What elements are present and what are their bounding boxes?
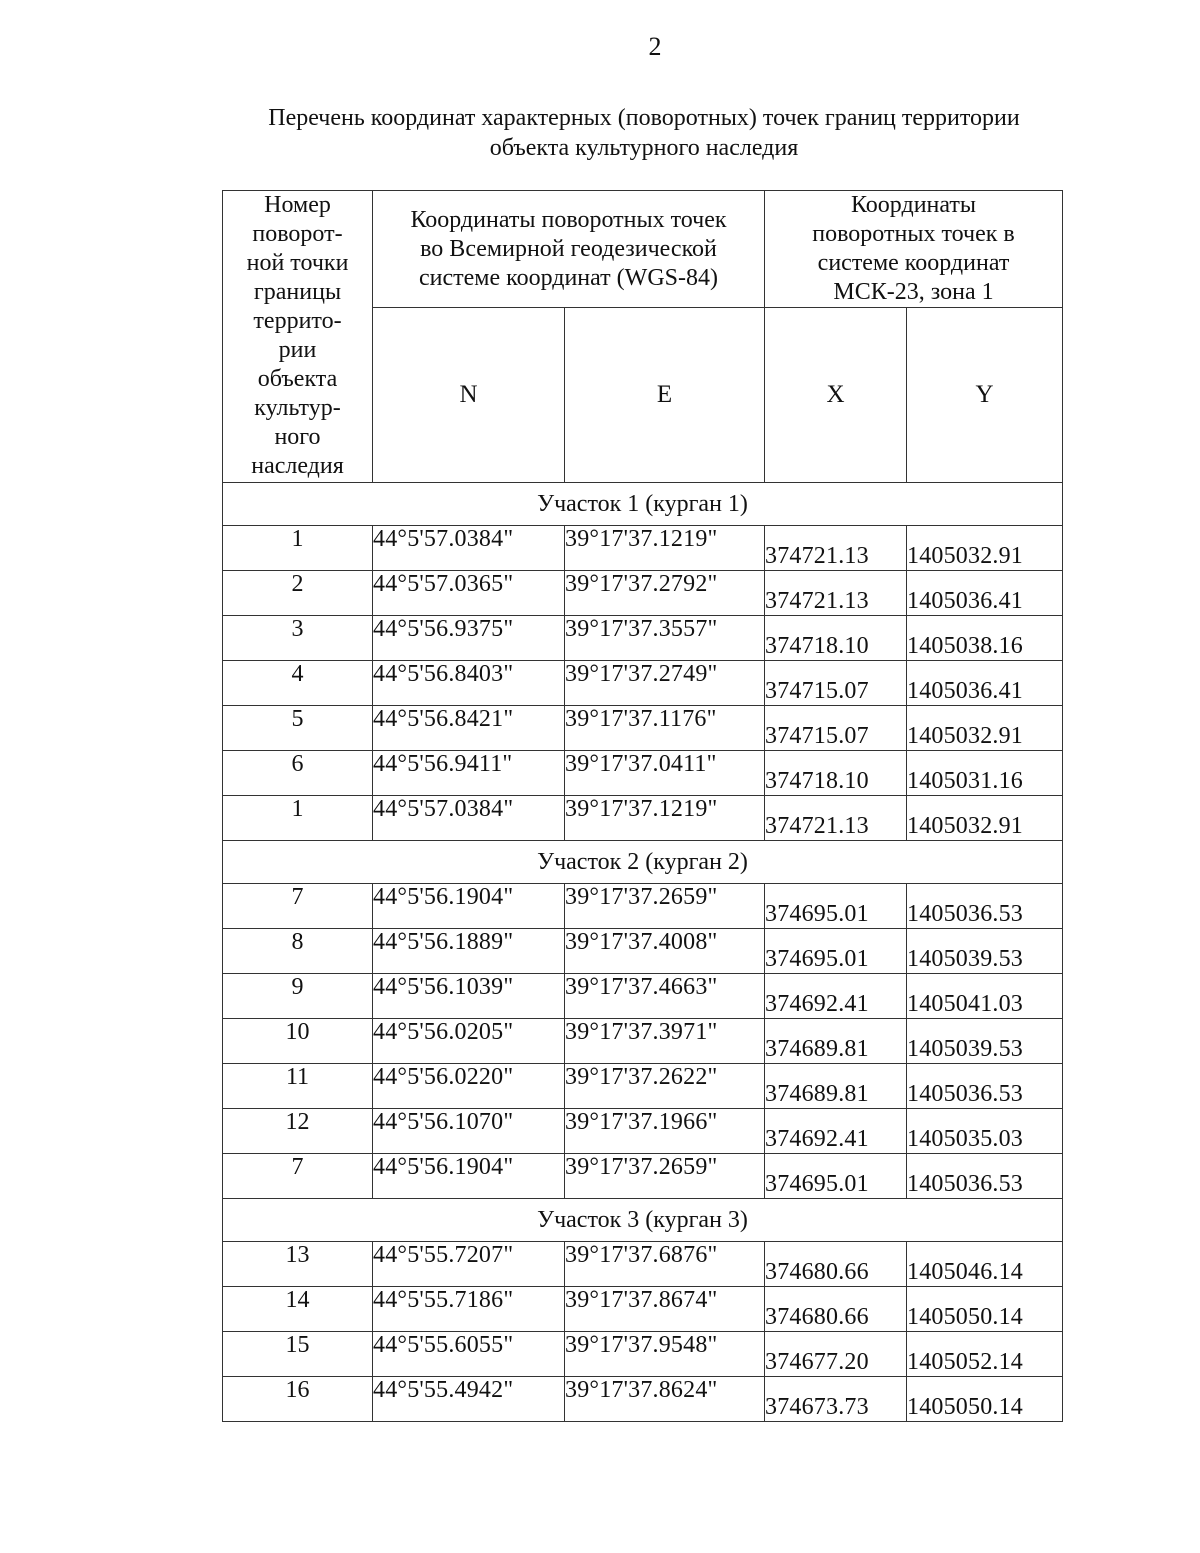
header-point-number-line: поворот-	[252, 221, 343, 247]
table-row	[223, 1242, 1063, 1287]
table-row	[223, 751, 1063, 796]
cell-latitude-n: 44°5'56.8403"	[373, 661, 565, 706]
cell-msk-x: 374715.07	[765, 661, 907, 706]
cell-msk-y: 1405031.16	[907, 751, 1063, 796]
cell-msk-y: 1405039.53	[907, 1019, 1063, 1064]
cell-point-number: 12	[223, 1109, 373, 1154]
table-row	[223, 571, 1063, 616]
cell-latitude-n: 44°5'56.8421"	[373, 706, 565, 751]
cell-point-number: 1	[223, 796, 373, 841]
cell-point-number: 14	[223, 1287, 373, 1332]
cell-point-number: 16	[223, 1377, 373, 1422]
cell-longitude-e: 39°17'37.1176"	[565, 706, 765, 751]
cell-latitude-n: 44°5'56.0205"	[373, 1019, 565, 1064]
table-row	[223, 1019, 1063, 1064]
cell-msk-y: 1405052.14	[907, 1332, 1063, 1377]
cell-latitude-n: 44°5'56.0220"	[373, 1064, 565, 1109]
cell-longitude-e: 39°17'37.3557"	[565, 616, 765, 661]
header-wgs84-group-line: во Всемирной геодезической	[420, 235, 717, 262]
header-point-number-line: границы	[253, 279, 342, 305]
header-point-number-line: Номер	[264, 192, 331, 218]
table-row	[223, 1332, 1063, 1377]
cell-msk-x: 374689.81	[765, 1064, 907, 1109]
cell-msk-x: 374721.13	[765, 571, 907, 616]
cell-latitude-n: 44°5'55.6055"	[373, 1332, 565, 1377]
cell-msk-x: 374680.66	[765, 1242, 907, 1287]
cell-msk-x: 374695.01	[765, 884, 907, 929]
table-row	[223, 974, 1063, 1019]
section-title: Участок 3 (курган 3)	[223, 1199, 1063, 1242]
table-row	[223, 796, 1063, 841]
cell-msk-x: 374677.20	[765, 1332, 907, 1377]
table-row	[223, 884, 1063, 929]
cell-longitude-e: 39°17'37.8624"	[565, 1377, 765, 1422]
cell-msk-x: 374718.10	[765, 751, 907, 796]
cell-msk-x: 374695.01	[765, 1154, 907, 1199]
table-row	[223, 706, 1063, 751]
header-point-number-line: ного	[274, 424, 321, 450]
table-row	[223, 661, 1063, 706]
cell-msk-x: 374718.10	[765, 616, 907, 661]
cell-point-number: 13	[223, 1242, 373, 1287]
cell-msk-y: 1405036.41	[907, 661, 1063, 706]
document-title-line-1: Перечень координат характерных (поворотных) точек границ территории	[268, 105, 1020, 131]
section-title: Участок 1 (курган 1)	[223, 483, 1063, 526]
cell-longitude-e: 39°17'37.1219"	[565, 526, 765, 571]
table-row	[223, 1109, 1063, 1154]
table-row	[223, 1154, 1063, 1199]
cell-latitude-n: 44°5'56.1889"	[373, 929, 565, 974]
cell-msk-x: 374721.13	[765, 526, 907, 571]
header-msk23-group	[765, 191, 1063, 308]
header-point-number-line: ной точки	[246, 250, 349, 276]
header-point-number-line: объекта	[257, 366, 338, 392]
coordinates-table	[222, 190, 1063, 1422]
cell-msk-y: 1405032.91	[907, 706, 1063, 751]
cell-latitude-n: 44°5'56.1039"	[373, 974, 565, 1019]
cell-msk-y: 1405050.14	[907, 1287, 1063, 1332]
cell-msk-y: 1405041.03	[907, 974, 1063, 1019]
cell-longitude-e: 39°17'37.9548"	[565, 1332, 765, 1377]
cell-latitude-n: 44°5'57.0384"	[373, 526, 565, 571]
section-row	[223, 841, 1063, 884]
cell-msk-x: 374721.13	[765, 796, 907, 841]
cell-msk-y: 1405036.53	[907, 884, 1063, 929]
cell-msk-x: 374692.41	[765, 1109, 907, 1154]
cell-msk-x: 374680.66	[765, 1287, 907, 1332]
cell-point-number: 15	[223, 1332, 373, 1377]
cell-point-number: 5	[223, 706, 373, 751]
cell-longitude-e: 39°17'37.1966"	[565, 1109, 765, 1154]
cell-longitude-e: 39°17'37.2659"	[565, 1154, 765, 1199]
cell-longitude-e: 39°17'37.8674"	[565, 1287, 765, 1332]
table-row	[223, 526, 1063, 571]
cell-latitude-n: 44°5'56.1070"	[373, 1109, 565, 1154]
cell-longitude-e: 39°17'37.4008"	[565, 929, 765, 974]
cell-msk-y: 1405036.53	[907, 1064, 1063, 1109]
table-row	[223, 1287, 1063, 1332]
cell-longitude-e: 39°17'37.4663"	[565, 974, 765, 1019]
header-point-number-line: террито-	[253, 308, 342, 334]
header-wgs84-group	[373, 191, 765, 308]
cell-point-number: 9	[223, 974, 373, 1019]
cell-point-number: 11	[223, 1064, 373, 1109]
table-row	[223, 1064, 1063, 1109]
page-number: 2	[648, 32, 662, 61]
cell-point-number: 3	[223, 616, 373, 661]
cell-point-number: 2	[223, 571, 373, 616]
header-point-number-line: культур-	[254, 395, 341, 421]
section-title: Участок 2 (курган 2)	[223, 841, 1063, 884]
header-col-e: E	[565, 308, 765, 483]
header-msk23-group-line: системе координат	[817, 250, 1010, 276]
cell-msk-x: 374715.07	[765, 706, 907, 751]
table-row	[223, 616, 1063, 661]
cell-latitude-n: 44°5'55.7207"	[373, 1242, 565, 1287]
document-title	[210, 103, 1078, 163]
table-row	[223, 1377, 1063, 1422]
cell-msk-y: 1405039.53	[907, 929, 1063, 974]
cell-point-number: 7	[223, 1154, 373, 1199]
cell-latitude-n: 44°5'57.0384"	[373, 796, 565, 841]
cell-longitude-e: 39°17'37.3971"	[565, 1019, 765, 1064]
table-row	[223, 929, 1063, 974]
cell-latitude-n: 44°5'56.1904"	[373, 1154, 565, 1199]
header-wgs84-group-line: системе координат (WGS-84)	[419, 264, 718, 291]
header-msk23-group-line: поворотных точек в	[812, 221, 1015, 247]
cell-msk-x: 374689.81	[765, 1019, 907, 1064]
cell-msk-y: 1405035.03	[907, 1109, 1063, 1154]
cell-longitude-e: 39°17'37.2659"	[565, 884, 765, 929]
table-body	[223, 483, 1063, 1422]
cell-longitude-e: 39°17'37.2749"	[565, 661, 765, 706]
cell-latitude-n: 44°5'57.0365"	[373, 571, 565, 616]
cell-msk-y: 1405032.91	[907, 526, 1063, 571]
cell-msk-y: 1405032.91	[907, 796, 1063, 841]
header-point-number-line: наследия	[251, 453, 344, 479]
cell-msk-y: 1405050.14	[907, 1377, 1063, 1422]
header-point-number	[223, 191, 373, 483]
cell-point-number: 1	[223, 526, 373, 571]
header-col-x: X	[765, 308, 907, 483]
section-row	[223, 483, 1063, 526]
cell-longitude-e: 39°17'37.2622"	[565, 1064, 765, 1109]
header-col-y: Y	[907, 308, 1063, 483]
cell-latitude-n: 44°5'56.1904"	[373, 884, 565, 929]
cell-point-number: 10	[223, 1019, 373, 1064]
cell-msk-y: 1405036.53	[907, 1154, 1063, 1199]
cell-msk-y: 1405036.41	[907, 571, 1063, 616]
section-row	[223, 1199, 1063, 1242]
header-col-n: N	[373, 308, 565, 483]
cell-latitude-n: 44°5'56.9375"	[373, 616, 565, 661]
cell-msk-x: 374692.41	[765, 974, 907, 1019]
cell-latitude-n: 44°5'56.9411"	[373, 751, 565, 796]
cell-latitude-n: 44°5'55.4942"	[373, 1377, 565, 1422]
cell-msk-x: 374673.73	[765, 1377, 907, 1422]
cell-longitude-e: 39°17'37.0411"	[565, 751, 765, 796]
header-msk23-group-line: Координаты	[850, 192, 977, 218]
cell-longitude-e: 39°17'37.6876"	[565, 1242, 765, 1287]
cell-msk-y: 1405046.14	[907, 1242, 1063, 1287]
header-wgs84-group-line: Координаты поворотных точек	[410, 206, 727, 233]
cell-latitude-n: 44°5'55.7186"	[373, 1287, 565, 1332]
header-point-number-line: рии	[278, 337, 317, 363]
cell-msk-y: 1405038.16	[907, 616, 1063, 661]
cell-msk-x: 374695.01	[765, 929, 907, 974]
cell-point-number: 6	[223, 751, 373, 796]
cell-point-number: 7	[223, 884, 373, 929]
cell-point-number: 4	[223, 661, 373, 706]
cell-longitude-e: 39°17'37.1219"	[565, 796, 765, 841]
cell-longitude-e: 39°17'37.2792"	[565, 571, 765, 616]
cell-point-number: 8	[223, 929, 373, 974]
header-msk23-group-line: МСК-23, зона 1	[833, 279, 994, 305]
document-title-line-2: объекта культурного наследия	[489, 135, 799, 161]
